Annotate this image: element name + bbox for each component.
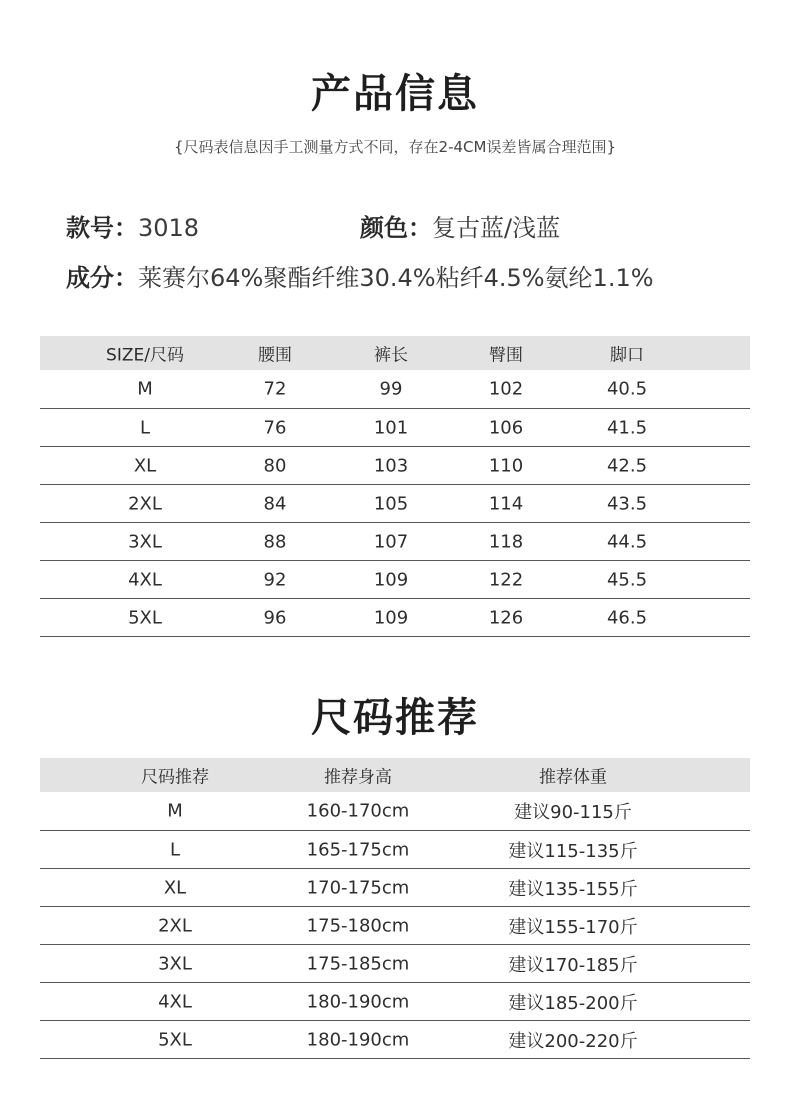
table-cell: M [137,378,153,400]
table-cell: 建议200-220斤 [508,1030,638,1052]
table-cell: 5XL [158,1029,192,1050]
table-row [40,370,750,409]
table-cell: 88 [263,531,287,552]
table-cell: 建议135-155斤 [508,878,638,900]
table-cell: 46.5 [606,607,648,628]
table-cell: 41.5 [606,417,648,438]
table-cell: 126 [488,607,524,628]
table-cell: 45.5 [606,569,648,590]
table-cell: 180-190cm [306,991,410,1012]
table-cell: 76 [263,417,287,438]
table-row [40,945,750,983]
table-cell: 84 [263,493,287,514]
color-info [360,208,560,243]
table-row [40,869,750,907]
material-info [66,258,654,293]
table-cell: 96 [263,607,287,628]
size-recommend-title: 尺码推荐 [311,695,479,741]
table-row [40,523,750,561]
table-cell: 180-190cm [306,1029,410,1050]
table-cell: 109 [373,607,409,628]
product-info-title: 产品信息 [311,71,479,117]
header-cell: 脚口 [610,345,644,366]
table-row [40,599,750,637]
color-value: 复古蓝/浅蓝 [432,214,561,242]
table-cell: 101 [373,417,409,438]
header-cell: 推荐身高 [324,767,392,788]
table-row [40,792,750,831]
table-row [40,983,750,1021]
table-cell: 102 [488,378,524,400]
color-label: 颜色： [360,214,432,242]
table-cell: 建议185-200斤 [508,992,638,1014]
table-cell: 建议155-170斤 [508,916,638,938]
table-cell: 106 [488,417,524,438]
table-row [40,561,750,599]
table-cell: 175-180cm [306,915,410,936]
table-cell: 103 [373,455,409,476]
table-row [40,907,750,945]
table-row [40,409,750,447]
table-cell: 40.5 [606,378,648,400]
table-row [40,831,750,869]
header-cell: 裤长 [374,345,408,366]
style-number [66,208,199,243]
table-cell: XL [163,877,187,898]
table-cell: XL [133,455,157,476]
table-cell: 80 [263,455,287,476]
table-cell: 3XL [128,531,162,552]
table-cell: 170-175cm [306,877,410,898]
table-cell: 99 [379,378,403,400]
style-value: 3018 [138,214,200,242]
table-cell: 3XL [158,953,192,974]
table-header [40,336,750,370]
header-cell: 尺码推荐 [141,767,209,788]
table-cell: M [167,800,183,822]
table-cell: 建议90-115斤 [514,802,632,823]
table-cell: 44.5 [606,531,648,552]
size-table [40,336,750,637]
table-cell: 160-170cm [306,800,410,822]
table-cell: 110 [488,455,524,476]
header-cell: 推荐体重 [539,767,607,788]
table-row [40,1021,750,1059]
measurement-note: {尺码表信息因手工测量方式不同，存在2-4CM误差皆属合理范围} [173,138,616,156]
table-cell: 2XL [128,493,162,514]
table-cell: 122 [488,569,524,590]
table-cell: 72 [263,378,287,400]
table-header [40,758,750,792]
table-cell: 175-185cm [306,953,410,974]
table-row [40,447,750,485]
table-cell: 118 [488,531,524,552]
table-cell: 5XL [128,607,162,628]
table-cell: 42.5 [606,455,648,476]
recommend-table [40,758,750,1059]
table-row [40,485,750,523]
header-cell: 腰围 [258,345,292,366]
table-cell: 105 [373,493,409,514]
table-cell: 2XL [158,915,192,936]
table-cell: 114 [488,493,524,514]
table-cell: 建议170-185斤 [508,954,638,976]
table-cell: 4XL [158,991,192,1012]
table-cell: L [139,417,151,438]
style-label: 款号： [66,214,138,242]
table-cell: 109 [373,569,409,590]
table-cell: 165-175cm [306,839,410,860]
material-label: 成分： [66,264,138,292]
table-cell: 43.5 [606,493,648,514]
header-cell: 臀围 [489,345,523,366]
table-cell: 107 [373,531,409,552]
table-cell: L [169,839,181,860]
header-cell: SIZE/尺码 [106,345,184,366]
table-cell: 92 [263,569,287,590]
material-value: 莱赛尔64%聚酯纤维30.4%粘纤4.5%氨纶1.1% [138,264,654,292]
table-cell: 建议115-135斤 [508,840,638,862]
table-cell: 4XL [128,569,162,590]
